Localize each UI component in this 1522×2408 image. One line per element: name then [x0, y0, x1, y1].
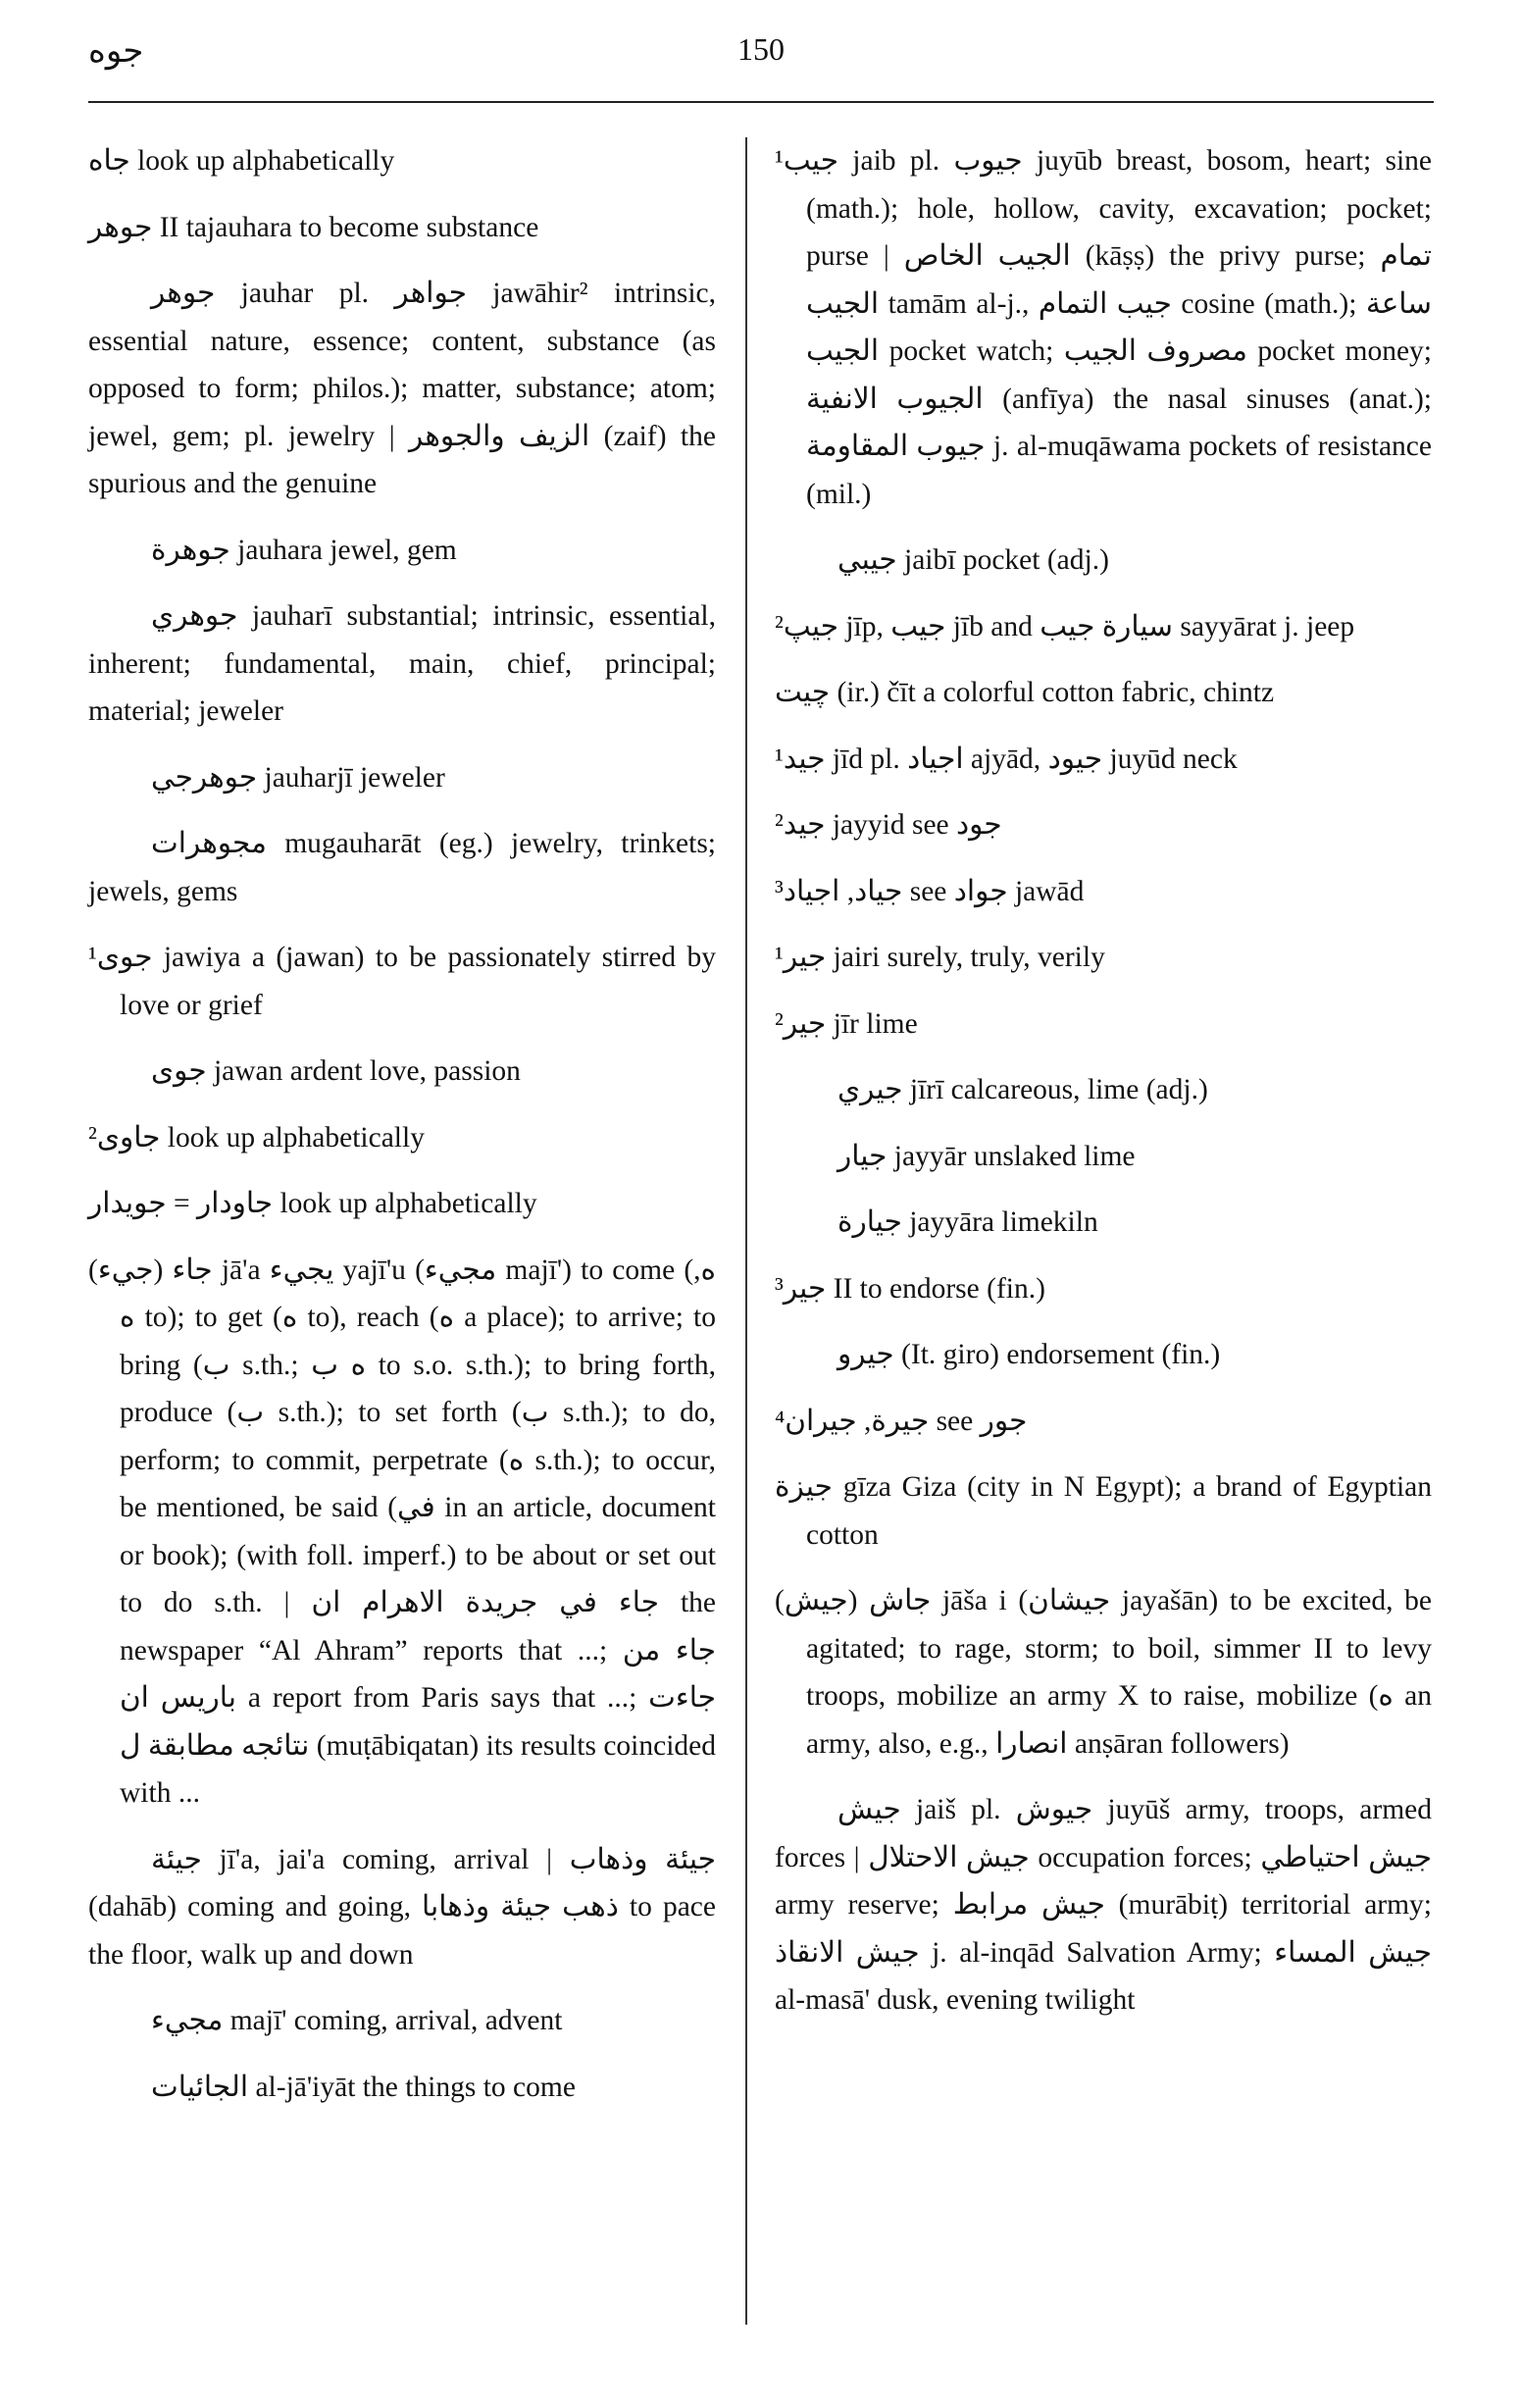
column-divider: [745, 137, 747, 2325]
dictionary-entry: ²جاوى look up alphabetically: [88, 1121, 425, 1153]
dictionary-entry: ²جير jīr lime: [775, 1007, 918, 1040]
dictionary-subentry: مجوهرات mugauharāt (eg.) jewelry, trinkets; jewels, gems: [88, 828, 716, 907]
dictionary-subentry: جوى jawan ardent love, passion: [151, 1055, 521, 1087]
header-rule: [88, 101, 1434, 103]
dictionary-entry: ²جيپ jīp, جيب jīb and سيارة جيب sayyārat j. jeep: [775, 610, 1355, 642]
dictionary-entry: ⁴جيرة, جيران see جور: [775, 1405, 1028, 1437]
dictionary-subentry: جيبي jaibī pocket (adj.): [837, 544, 1109, 576]
dictionary-entry: چيت (ir.) čīt a colorful cotton fabric, chintz: [775, 677, 1275, 708]
dictionary-subentry: مجيء majī' coming, arrival, advent: [151, 2005, 563, 2036]
dictionary-subentry: جوهرجي jauharjī jeweler: [151, 761, 445, 794]
dictionary-entry: ¹جيب jaib pl. جيوب juyūb breast, bosom, heart; sine (math.); hole, hollow, cavity, excavation; pocket; purse | الجيب الخاص (kāṣṣ) the privy purse; تمام الجيب tamām al-j., جيب التمام cosine (math.); ساعة الجيب pocket watch; مصروف الجيب pocket money; الجيوب الانفية (anfīya) the nasal sinuses (anat.); جيوب المقاومة j. al-muqāwama pockets of resistance (mil.): [775, 145, 1433, 510]
dictionary-entry: ¹جير jairi surely, truly, verily: [775, 942, 1105, 973]
left-column: [88, 137, 716, 2129]
dictionary-subentry: جيش jaiš pl. جيوش juyūš army, troops, armed forces | جيش الاحتلال occupation forces; جيش احتياطي army reserve; جيش مرابط (murābiṭ) territorial army; جيش الانقاذ j. al-inqād Salvation Army; جيش المساء al-masā' dusk, evening twilight: [775, 1794, 1433, 2016]
dictionary-entry: ³جياد, اجياد see جواد jawād: [775, 875, 1085, 907]
dictionary-subentry: جيئة jī'a, jai'a coming, arrival | جيئة وذهاب (dahāb) coming and going, ذهب جيئة وذهابا to pace the floor, walk up and down: [88, 1843, 716, 1971]
dictionary-entry: جاه look up alphabetically: [88, 145, 395, 177]
guide-word: جوه: [88, 33, 144, 70]
right-column: [775, 137, 1432, 2043]
dictionary-entry: ¹جيد jīd pl. اجياد ajyād, جيود juyūd neck: [775, 743, 1238, 775]
dictionary-entry: (جيء) جاء jā'a يجيء yajī'u (مجيء majī') to come (ه, ه to); to get (ه to), reach (ه a place); to arrive; to bring (ب s.th.; ه ب to s.o. s.th.); to bring forth, produce (ب s.th.); to set forth (ب s.th.); to do, perform; to commit, perpetrate (ه s.th.); to occur, be mentioned, be said (في in an article, document or book); (with foll. imperf.) to be about or set out to do s.th. | جاء في جريدة الاهرام ان the newspaper “Al Ahram” reports that ...; جاء من باريس ان a report from Paris says that ...; جاءت نتائجه مطابقة ل (muṭābiqatan) its results coincided with ...: [88, 1254, 717, 1809]
dictionary-subentry: جوهرة jauhara jewel, gem: [151, 534, 457, 566]
page-number: 150: [737, 31, 785, 67]
dictionary-subentry: جوهري jauharī substantial; intrinsic, essential, inherent; fundamental, main, chief, principal; material; jeweler: [88, 600, 716, 727]
dictionary-entry: ³جير II to endorse (fin.): [775, 1272, 1045, 1305]
dictionary-subentry: جيري jīrī calcareous, lime (adj.): [837, 1074, 1208, 1105]
dictionary-subentry: جيرو (It. giro) endorsement (fin.): [837, 1339, 1221, 1370]
dictionary-subentry: جوهر jauhar pl. جواهر jawāhir² intrinsic, essential nature, essence; content, substance (as opposed to form; philos.); matter, substance; atom; jewel, gem; pl. jewelry | الزيف والجوهر (zaif) the spurious and the genuine: [88, 278, 717, 499]
dictionary-entry: جيزة gīza Giza (city in N Egypt); a brand of Egyptian cotton: [775, 1471, 1432, 1551]
page-header: [88, 31, 1434, 90]
dictionary-entry: جاودار = جويدار look up alphabetically: [88, 1188, 537, 1219]
dictionary-entry: جوهر II tajauhara to become substance: [88, 211, 539, 243]
dictionary-subentry: جيارة jayyāra limekiln: [837, 1206, 1098, 1238]
dictionary-subentry: جيار jayyār unslaked lime: [837, 1140, 1136, 1172]
dictionary-entry: ¹جوى jawiya a (jawan) to be passionately stirred by love or grief: [88, 942, 716, 1021]
dictionary-entry: (جيش) جاش jāša i (جيشان jayašān) to be excited, be agitated; to rage, storm; to boil, simmer II to levy troops, mobilize an army X to raise, mobilize (ه an army, also, e.g., انصارا anṣāran followers): [775, 1585, 1432, 1760]
dictionary-entry: ²جيد jayyid see جود: [775, 809, 1002, 841]
dictionary-subentry: الجائيات al-jā'iyāt the things to come: [151, 2071, 576, 2103]
